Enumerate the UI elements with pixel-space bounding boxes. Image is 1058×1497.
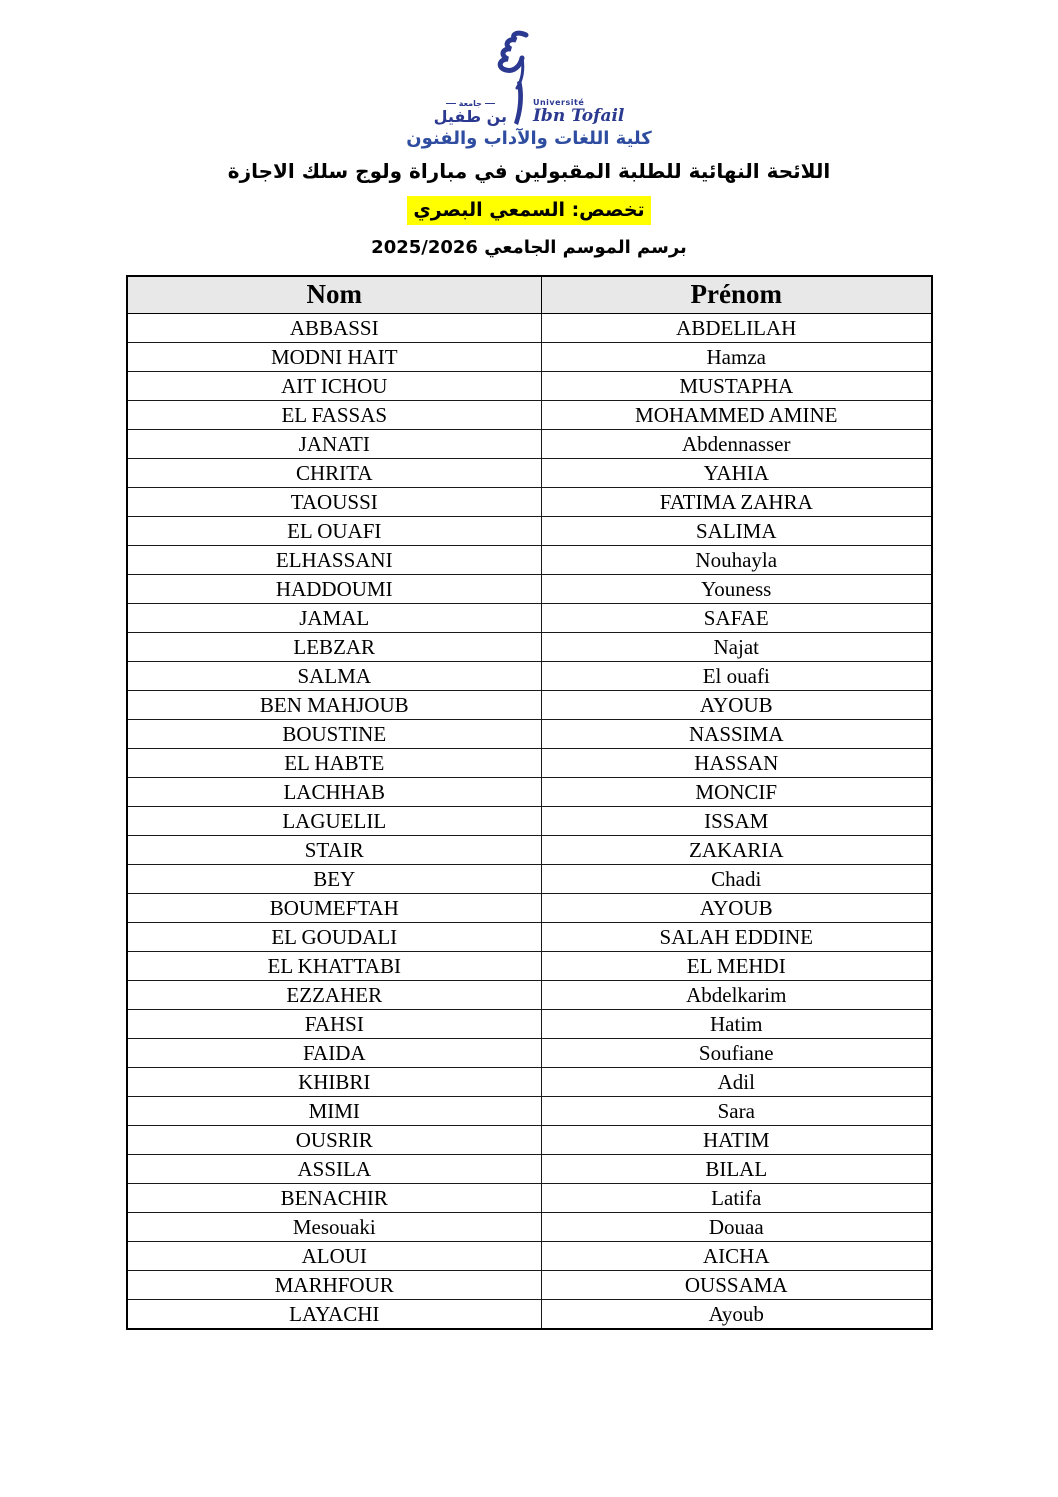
table-row (127, 1038, 932, 1067)
specialization-row (0, 196, 1058, 225)
table-row (127, 864, 932, 893)
nom-cell: BEY (127, 864, 542, 893)
nom-cell: SALMA (127, 661, 542, 690)
table-row (127, 313, 932, 342)
nom-cell: EL KHATTABI (127, 951, 542, 980)
prenom-cell: Ayoub (542, 1299, 932, 1329)
prenom-cell: MOHAMMED AMINE (542, 400, 932, 429)
nom-cell: AIT ICHOU (127, 371, 542, 400)
nom-cell: CHRITA (127, 458, 542, 487)
students-table (126, 275, 933, 1330)
logo-university-label-ar-text: جامعة (458, 99, 482, 108)
logo-arabic-block (434, 99, 507, 126)
prenom-cell: Chadi (542, 864, 932, 893)
prenom-cell: ABDELILAH (542, 313, 932, 342)
prenom-cell: AYOUB (542, 690, 932, 719)
table-row (127, 574, 932, 603)
prenom-cell: Abdelkarim (542, 980, 932, 1009)
nom-cell: ABBASSI (127, 313, 542, 342)
table-row (127, 1067, 932, 1096)
table-header-row (127, 276, 932, 313)
faculty-name: كلية اللغات والآداب والفنون (406, 128, 652, 149)
table-row (127, 893, 932, 922)
prenom-cell: Nouhayla (542, 545, 932, 574)
logo-wordmark (379, 86, 679, 126)
prenom-cell: HATIM (542, 1125, 932, 1154)
prenom-cell: ZAKARIA (542, 835, 932, 864)
table-row (127, 371, 932, 400)
table-row (127, 1299, 932, 1329)
nom-cell: BOUSTINE (127, 719, 542, 748)
specialization-highlight: تخصص: السمعي البصري (407, 196, 650, 225)
nom-cell: KHIBRI (127, 1067, 542, 1096)
table-row (127, 545, 932, 574)
prenom-cell: SALIMA (542, 516, 932, 545)
table-row (127, 806, 932, 835)
prenom-cell: FATIMA ZAHRA (542, 487, 932, 516)
prenom-cell: Najat (542, 632, 932, 661)
table-row (127, 342, 932, 371)
prenom-cell: Hamza (542, 342, 932, 371)
logo-university-name-fr: Ibn Tofail (532, 106, 625, 126)
prenom-cell: SALAH EDDINE (542, 922, 932, 951)
table-row (127, 458, 932, 487)
nom-cell: LAGUELIL (127, 806, 542, 835)
column-header-prenom: Prénom (542, 276, 932, 313)
prenom-cell: Sara (542, 1096, 932, 1125)
table-row (127, 661, 932, 690)
table-row (127, 1183, 932, 1212)
nom-cell: MARHFOUR (127, 1270, 542, 1299)
table-row (127, 951, 932, 980)
logo-bird-container (379, 30, 679, 92)
prenom-cell: YAHIA (542, 458, 932, 487)
table-row (127, 429, 932, 458)
nom-cell: ELHASSANI (127, 545, 542, 574)
nom-cell: EZZAHER (127, 980, 542, 1009)
nom-cell: EL FASSAS (127, 400, 542, 429)
nom-cell: LEBZAR (127, 632, 542, 661)
nom-cell: BEN MAHJOUB (127, 690, 542, 719)
prenom-cell: BILAL (542, 1154, 932, 1183)
prenom-cell: Soufiane (542, 1038, 932, 1067)
nom-cell: Mesouaki (127, 1212, 542, 1241)
logo-alif-stroke-icon (513, 80, 527, 126)
table-row (127, 1125, 932, 1154)
nom-cell: EL HABTE (127, 748, 542, 777)
nom-cell: FAHSI (127, 1009, 542, 1038)
nom-cell: MODNI HAIT (127, 342, 542, 371)
table-row (127, 487, 932, 516)
decorative-line (446, 103, 456, 104)
nom-cell: BENACHIR (127, 1183, 542, 1212)
table-row (127, 632, 932, 661)
table-row (127, 1009, 932, 1038)
nom-cell: LAYACHI (127, 1299, 542, 1329)
nom-cell: TAOUSSI (127, 487, 542, 516)
university-logo (379, 30, 679, 149)
table-row (127, 922, 932, 951)
prenom-cell: Douaa (542, 1212, 932, 1241)
table-row (127, 690, 932, 719)
table-row (127, 400, 932, 429)
prenom-cell: ISSAM (542, 806, 932, 835)
nom-cell: LACHHAB (127, 777, 542, 806)
page-title: اللائحة النهائية للطلبة المقبولين في مباراة ولوج سلك الاجازة (227, 159, 831, 183)
prenom-cell: OUSSAMA (542, 1270, 932, 1299)
nom-cell: EL GOUDALI (127, 922, 542, 951)
prenom-cell: Adil (542, 1067, 932, 1096)
logo-university-name-ar: بن طفيل (433, 107, 507, 126)
nom-cell: ASSILA (127, 1154, 542, 1183)
prenom-cell: NASSIMA (542, 719, 932, 748)
nom-cell: EL OUAFI (127, 516, 542, 545)
logo-french-block (533, 98, 624, 126)
nom-cell: MIMI (127, 1096, 542, 1125)
prenom-cell: AICHA (542, 1241, 932, 1270)
nom-cell: FAIDA (127, 1038, 542, 1067)
prenom-cell: MUSTAPHA (542, 371, 932, 400)
table-row (127, 719, 932, 748)
prenom-cell: HASSAN (542, 748, 932, 777)
nom-cell: JAMAL (127, 603, 542, 632)
table-row (127, 1212, 932, 1241)
nom-cell: JANATI (127, 429, 542, 458)
table-row (127, 777, 932, 806)
decorative-line (485, 103, 495, 104)
table-row (127, 835, 932, 864)
academic-year: برسم الموسم الجامعي 2025/2026 (371, 237, 687, 258)
nom-cell: OUSRIR (127, 1125, 542, 1154)
table-row (127, 603, 932, 632)
table-row (127, 1270, 932, 1299)
prenom-cell: Abdennasser (542, 429, 932, 458)
table-row (127, 1096, 932, 1125)
table-row (127, 1241, 932, 1270)
nom-cell: ALOUI (127, 1241, 542, 1270)
prenom-cell: EL MEHDI (542, 951, 932, 980)
logo-university-label-fr: Université (532, 98, 585, 107)
table-row (127, 1154, 932, 1183)
column-header-nom: Nom (127, 276, 542, 313)
nom-cell: HADDOUMI (127, 574, 542, 603)
table-row (127, 748, 932, 777)
prenom-cell: Hatim (542, 1009, 932, 1038)
prenom-cell: Youness (542, 574, 932, 603)
prenom-cell: AYOUB (542, 893, 932, 922)
prenom-cell: Latifa (542, 1183, 932, 1212)
table-row (127, 516, 932, 545)
table-row (127, 980, 932, 1009)
prenom-cell: MONCIF (542, 777, 932, 806)
nom-cell: BOUMEFTAH (127, 893, 542, 922)
prenom-cell: SAFAE (542, 603, 932, 632)
prenom-cell: El ouafi (542, 661, 932, 690)
nom-cell: STAIR (127, 835, 542, 864)
